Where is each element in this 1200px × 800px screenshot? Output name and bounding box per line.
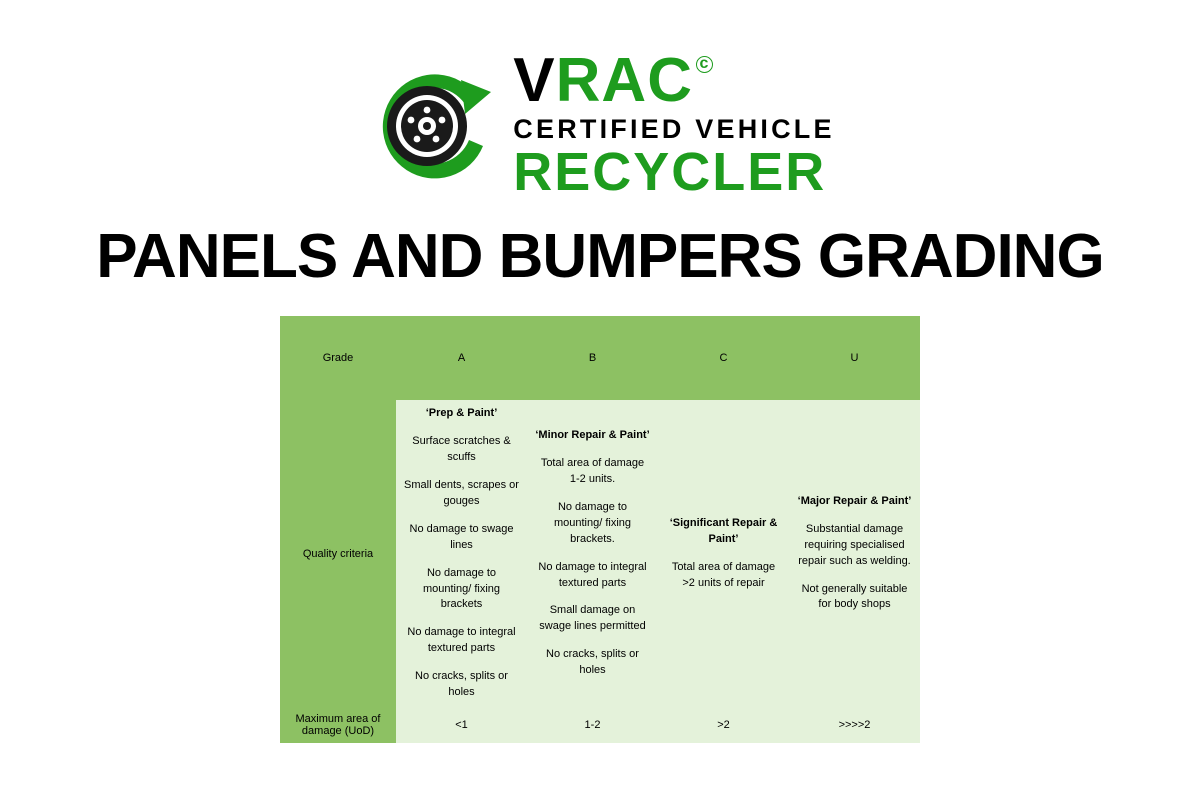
table-row-max-area — [280, 707, 920, 743]
header-grade-c: C — [658, 316, 789, 400]
cell-criteria-b-lead: ‘Minor Repair & Paint’ — [535, 428, 650, 441]
header-grade-b: B — [527, 316, 658, 400]
copyright-icon: c — [696, 56, 713, 73]
header-grade-a: A — [396, 316, 527, 400]
cell-criteria-u-line-1: Substantial damage requiring specialised repair such as welding. — [798, 522, 911, 567]
logo-tagline: CERTIFIED VEHICLE — [513, 114, 835, 144]
max-area-value-c: >2 — [658, 707, 789, 743]
vrac-logo — [365, 46, 835, 202]
cell-criteria-b-line-5: No cracks, splits or holes — [546, 648, 639, 677]
cell-criteria-b-line-3: No damage to integral textured parts — [538, 560, 647, 589]
cell-criteria-c-lead: ‘Significant Repair & Paint’ — [669, 516, 778, 545]
logo-recycler-word: RECYCLER — [513, 142, 827, 202]
cell-criteria-c — [658, 400, 789, 707]
logo-letters-rac: RAC — [555, 46, 693, 115]
cell-criteria-u-lead: ‘Major Repair & Paint’ — [797, 494, 912, 507]
cell-criteria-b-line-1: Total area of damage 1-2 units. — [540, 456, 645, 485]
max-area-value-u: >>>>2 — [789, 707, 920, 743]
cell-criteria-u — [789, 400, 920, 707]
header-grade-label: Grade — [280, 316, 396, 400]
cell-criteria-a — [396, 400, 527, 707]
cell-criteria-c-line-1: Total area of damage >2 units of repair — [671, 560, 776, 589]
logo-header — [0, 0, 1200, 202]
cell-criteria-a-line-1: Surface scratches & scuffs — [412, 434, 511, 463]
page-title: PANELS AND BUMPERS GRADING — [96, 222, 1104, 291]
cell-criteria-a-lead: ‘Prep & Paint’ — [425, 407, 498, 419]
cell-criteria-b — [527, 400, 658, 707]
cell-criteria-a-line-2: Small dents, scrapes or gouges — [404, 478, 519, 507]
header-grade-u: U — [789, 316, 920, 400]
table-row-quality-criteria — [280, 400, 920, 707]
row-label-quality-criteria: Quality criteria — [280, 400, 396, 707]
logo-wordmark — [513, 46, 713, 115]
table-header-row — [280, 316, 920, 400]
max-area-value-b: 1-2 — [527, 707, 658, 743]
cell-criteria-a-line-3: No damage to swage lines — [409, 522, 514, 551]
max-area-value-a: <1 — [396, 707, 527, 743]
cell-criteria-a-line-4: No damage to mounting/ fixing brackets — [422, 566, 501, 611]
cell-criteria-a-line-6: No cracks, splits or holes — [415, 670, 508, 699]
cell-criteria-a-line-5: No damage to integral textured parts — [407, 626, 516, 655]
cell-criteria-u-line-2: Not generally suitable for body shops — [801, 582, 908, 611]
cell-criteria-b-line-2: No damage to mounting/ fixing brackets. — [553, 500, 632, 545]
cell-criteria-b-line-4: Small damage on swage lines permitted — [539, 604, 646, 633]
grading-table-container — [280, 316, 920, 743]
row-label-max-area: Maximum area of damage (UoD) — [280, 707, 396, 743]
wheel-recycle-icon — [365, 60, 505, 190]
logo-letter-v: V — [513, 46, 556, 115]
grading-table — [280, 316, 920, 743]
